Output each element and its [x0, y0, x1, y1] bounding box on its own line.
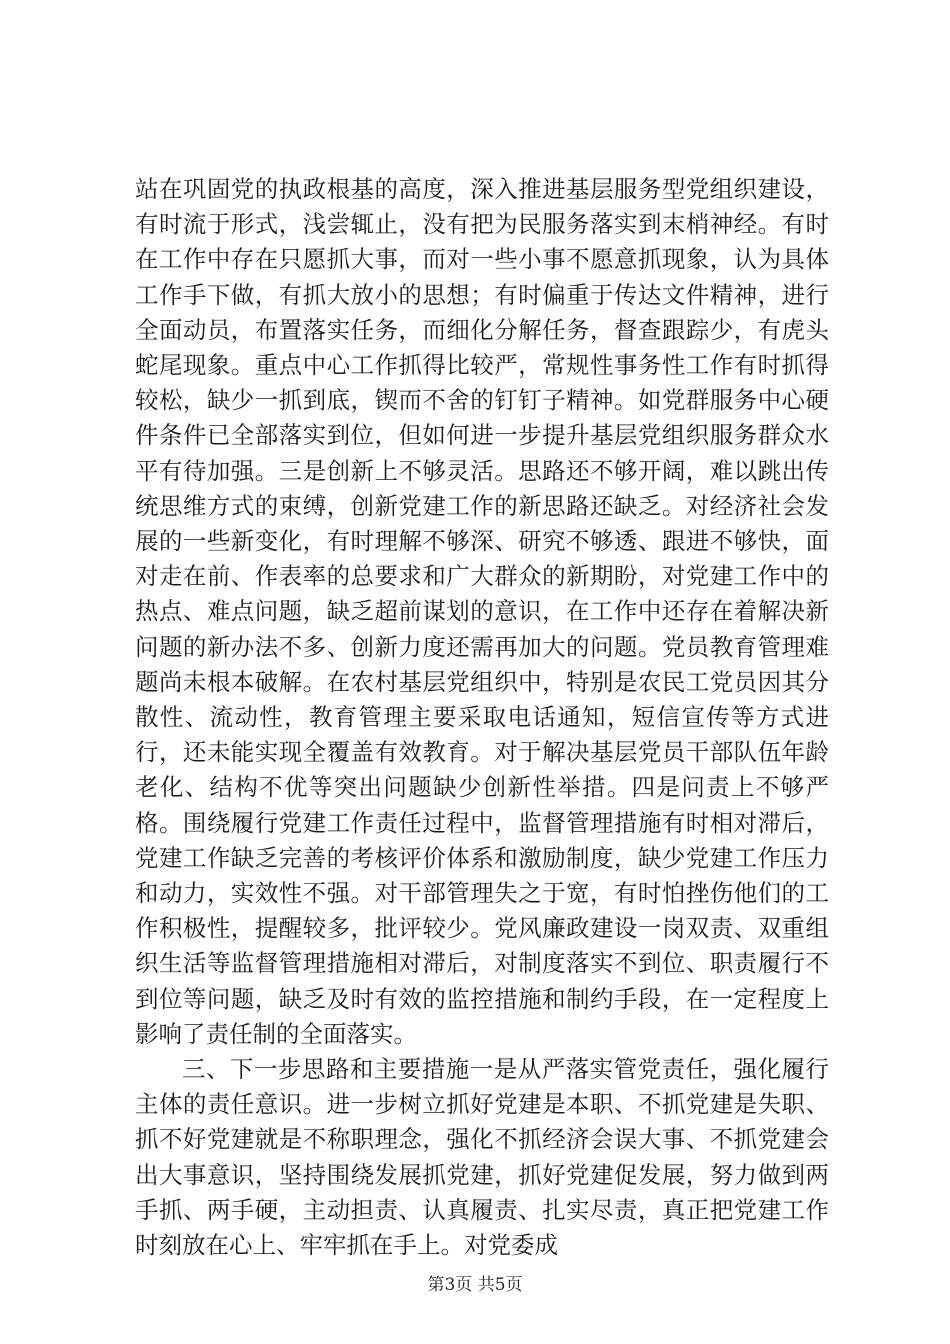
- paragraph-next-steps: 三、下一步思路和主要措施一是从严落实管党责任，强化履行主体的责任意识。进一步树立抓好党建是本职、不抓党建是失职、抓不好党建就是不称职理念，强化不抓经济会误大事、不抓党建会出大事意识，坚持围绕发展抓党建，抓好党建促发展，努力做到两手抓、两手硬，主动担责、认真履责、扎实尽责，真正把党建工作时刻放在心上、牢牢抓在手上。对党委成: [135, 1055, 829, 1260]
- document-body: [135, 172, 829, 1263]
- page-number-footer: 第3页 共5页: [427, 1275, 523, 1295]
- paragraph-continued: 站在巩固党的执政根基的高度，深入推进基层服务型党组织建设，有时流于形式，浅尝辄止，没有把为民服务落实到末梢神经。有时在工作中存在只愿抓大事，而对一些小事不愿意抓现象，认为具体工作手下做，有抓大放小的思想；有时偏重于传达文件精神，进行全面动员，布置落实任务，而细化分解任务，督查跟踪少，有虎头蛇尾现象。重点中心工作抓得比较严，常规性事务性工作有时抓得较松，缺少一抓到底，锲而不舍的钉钉子精神。如党群服务中心硬件条件已全部落实到位，但如何进一步提升基层党组织服务群众水平有待加强。三是创新上不够灵活。思路还不够开阔，难以跳出传统思维方式的束缚，创新党建工作的新思路还缺乏。对经济社会发展的一些新变化，有时理解不够深、研究不够透、跟进不够快，面对走在前、作表率的总要求和广大群众的新期盼，对党建工作中的热点、难点问题，缺乏超前谋划的意识，在工作中还存在着解决新问题的新办法不多、创新力度还需再加大的问题。党员教育管理难题尚未根本破解。在农村基层党组织中，特别是农民工党员因其分散性、流动性，教育管理主要采取电话通知，短信宣传等方式进行，还未能实现全覆盖有效教育。对于解决基层党员干部队伍年龄老化、结构不优等突出问题缺少创新性举措。四是问责上不够严格。围绕履行党建工作责任过程中，监督管理措施有时相对滞后，党建工作缺乏完善的考核评价体系和激励制度，缺少党建工作压力和动力，实效性不强。对干部管理失之于宽，有时怕挫伤他们的工作积极性，提醒较多，批评较少。党风廉政建设一岗双责、双重组织生活等监督管理措施相对滞后，对制度落实不到位、职责履行不到位等问题，缺乏及时有效的监控措施和制约手段，在一定程度上影响了责任制的全面落实。: [135, 175, 829, 1048]
